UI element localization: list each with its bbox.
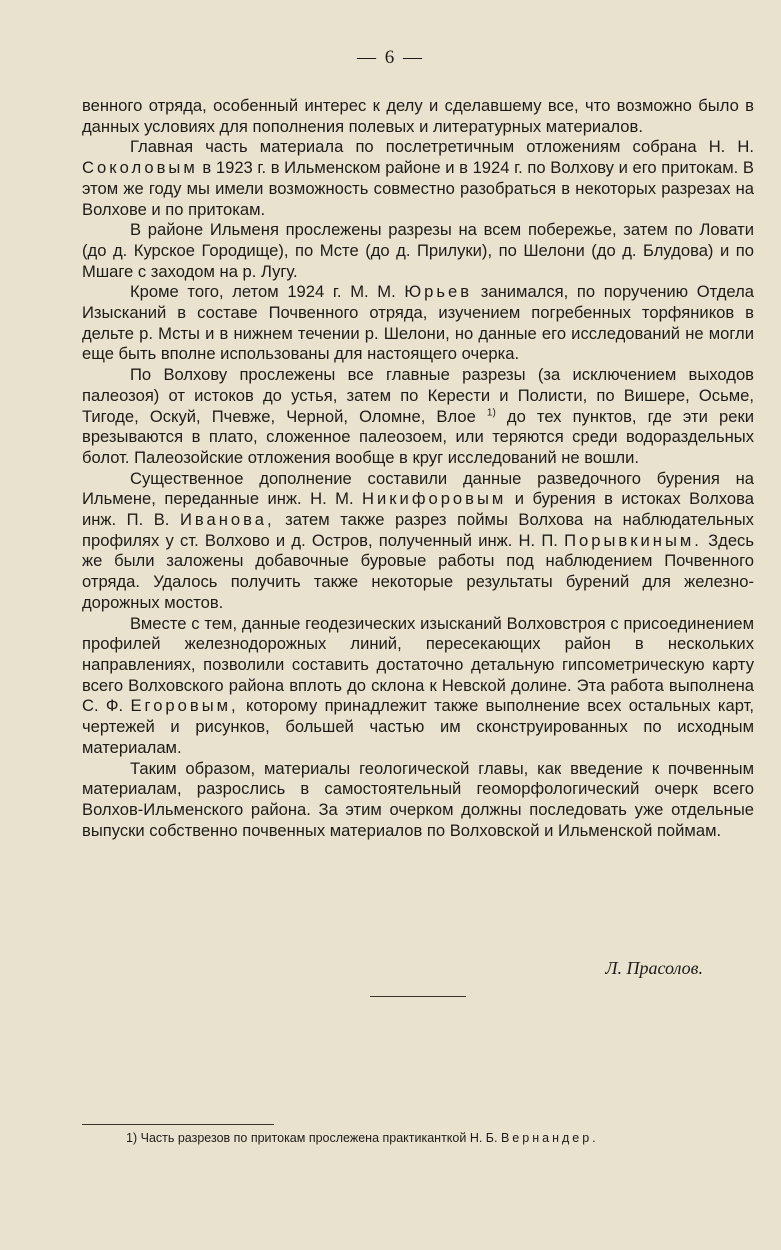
paragraph-8-text: Таким образом, материалы геологической главы, как введение к почвенным материалам, разрослись в самостоятельный геоморфологический очерк всего Волхов-Ильменского района. За этим очерком должны последовать уже отдельные выпуски собственно почвенных материалов по Волховской и Ильменской поймам. [82,758,754,840]
p5-text-a: По Волхову прослежены все главные разрезы (за исключением выходов палеозоя) от истоков до устья, затем по Керести и Полисти, по Вишере, Осьме, Тигоде, Оскуй, Пчевже, Черной, Оломне, Влое [82,365,754,426]
p5-text-b: до тех пунктов, где эти реки врезываются в плато, сложенное палеозоем, или теряются среди водораздельных болот. Палеозойские отложения вообще в круг исследований не вошли. [82,406,754,467]
person-name-ivanov: Иванова, [179,510,275,530]
paragraph-7 [82,614,754,759]
p6-text-c: затем также разрез поймы Волхова на наблюдательных профилях у ст. Волхово и д. Остров, полученный инж. Н. П. [82,510,754,550]
footnote-marker: 1) [126,1131,138,1145]
p4-text-a: Кроме того, летом 1924 г. М. М. [130,282,396,302]
p7-text-b: которому принадлежит также выполнение всех остальных карт, чертежей и рисунков, большей частью им сконструированных по исходным материалам. [82,696,754,757]
page-number: — 6 — [357,47,424,68]
footnote [126,1131,766,1145]
p2-text-a: Главная часть материала по послетретичным отложениям собрана Н. Н. [130,137,754,157]
footnote-reference: 1) [486,407,496,419]
paragraph-3-text: В районе Ильменя прослежены разрезы на всем побережье, затем по Ловати (до д. Курское Городище), по Мсте (до д. Прилуки), по Шелони (до д. Блудова) и по Мшаге с заходом на р. Лугу. [82,220,754,281]
person-name-sokolov: Соколовым [82,158,198,178]
paragraph-1-text: венного отряда, особенный интерес к делу и сделавшему все, что возможно было в данных условиях для пополнения полевых и литературных материалов. [82,96,754,136]
person-name-yuryev: Юрьев [404,282,473,302]
person-name-nikiforov: Никифоровым [362,489,507,509]
person-name-poryvkin: Порывкиным. [564,530,702,550]
p6-text-b: и бурения в истоках Волхова инж. П. В. [82,489,754,530]
p6-text-a: Существенное дополнение составили данные разведочного бурения на Ильмене, переданные инж. Н. М. [82,468,754,509]
paragraph-8 [82,759,754,842]
paragraph-2 [82,137,754,220]
footnote-text: Часть разрезов по притокам прослежена практиканткой Н. Б. [140,1131,498,1145]
paragraph-5 [82,365,754,469]
p2-text-b: в 1923 г. в Ильменском районе и в 1924 г. по Волхову и его притокам. В этом же году мы имели возможность совместно разобраться в некоторых разрезах на Волхове и по притокам. [82,158,754,219]
person-name-vernander: Вернандер. [500,1131,599,1145]
person-name-egorov: Егоровым, [130,696,239,716]
section-divider [370,996,466,997]
paragraph-1 [82,96,754,137]
paragraph-3 [82,220,754,282]
p6-text-d: Здесь же были заложены добавочные буровые работы под наблюдением Почвенного отряда. Удалось получить также некоторые результаты бурений для железнодорожных мостов. [82,530,754,612]
body-text [82,96,754,841]
paragraph-4 [82,282,754,365]
paragraph-6 [82,469,754,614]
p4-text-b: занимался, по поручению Отдела Изысканий в составе Почвенного отряда, изучением погребенных торфяников в дельте р. Мсты и в нижнем течении р. Шелони, но данные его исследований не могли еще быть вполне использованы для настоящего очерка. [82,282,754,364]
p7-text-a: Вместе с тем, данные геодезических изысканий Волховстроя с присоединением профилей железнодорожных линий, пересекающих район в нескольких направлениях, позволили составить достаточно детальную гипсометрическую карту всего Волховского района вплоть до склона к Невской долине. Эта работа выполнена С. Ф. [82,613,754,716]
footnote-rule [82,1124,274,1125]
author-signature: Л. Прасолов. [605,958,703,978]
